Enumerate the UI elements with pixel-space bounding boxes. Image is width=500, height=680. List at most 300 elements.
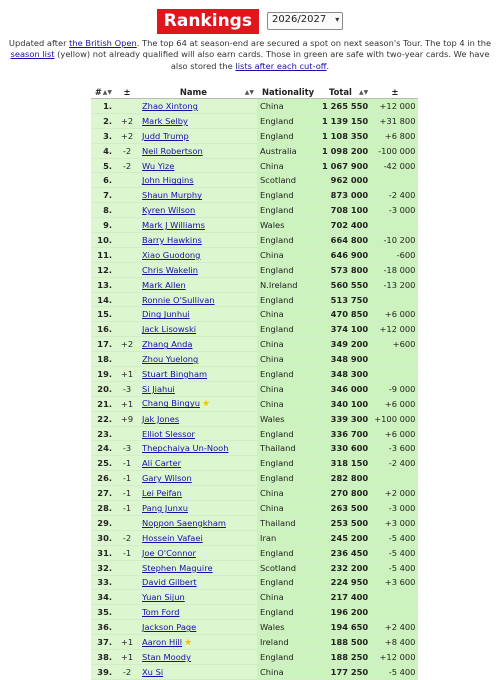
player-total: 188 250: [319, 649, 371, 664]
rank-position: 10.: [91, 233, 115, 248]
col-header-position[interactable]: # ▲▼: [91, 85, 115, 99]
col-header-nationality[interactable]: Nationality: [257, 85, 319, 99]
player-name-link[interactable]: David Gilbert: [142, 577, 197, 588]
table-row: [91, 128, 418, 143]
player-name-link[interactable]: Si Jiahui: [142, 383, 175, 394]
table-row: [91, 545, 418, 560]
rank-change: [115, 203, 139, 218]
player-total: 708 100: [319, 203, 371, 218]
chevron-down-icon: ▾: [335, 15, 340, 24]
player-name-link[interactable]: Neil Robertson: [142, 145, 203, 156]
player-name-link[interactable]: Aaron Hill: [142, 636, 183, 647]
player-total: 646 900: [319, 247, 371, 262]
player-total: 374 100: [319, 322, 371, 337]
player-name-link[interactable]: Wu Yize: [142, 160, 175, 171]
rank-change: +9: [115, 411, 139, 426]
player-nationality: China: [257, 396, 319, 411]
player-name-link[interactable]: Noppon Saengkham: [142, 517, 226, 528]
player-name-link[interactable]: Yuan Sijun: [142, 592, 185, 603]
rank-position: 39.: [91, 664, 115, 679]
table-row: [91, 203, 418, 218]
rank-position: 16.: [91, 322, 115, 337]
rank-position: 24.: [91, 441, 115, 456]
col-header-total[interactable]: Total ▲▼: [319, 85, 371, 99]
intro-part-1: Updated after: [8, 38, 70, 48]
player-name-cell: [139, 560, 257, 575]
rank-position: 23.: [91, 426, 115, 441]
player-name-cell: [139, 173, 257, 188]
rank-position: 9.: [91, 218, 115, 233]
player-name-link[interactable]: Zhao Xintong: [142, 100, 198, 111]
rank-position: 29.: [91, 515, 115, 530]
player-nationality: Ireland: [257, 635, 319, 650]
table-row: [91, 515, 418, 530]
points-diff: -3 000: [371, 203, 418, 218]
rank-change: [115, 173, 139, 188]
rank-position: 37.: [91, 635, 115, 650]
table-row: [91, 262, 418, 277]
rank-change: [115, 352, 139, 367]
table-row: [91, 486, 418, 501]
table-row: [91, 575, 418, 590]
player-total: 245 200: [319, 530, 371, 545]
player-name-cell: [139, 367, 257, 382]
table-row: [91, 560, 418, 575]
player-name-cell: [139, 501, 257, 516]
points-diff: -42 000: [371, 158, 418, 173]
table-row: [91, 337, 418, 352]
player-nationality: China: [257, 247, 319, 262]
player-name-cell: [139, 113, 257, 128]
season-select-value: 2026/2027: [271, 14, 327, 25]
player-name-link[interactable]: Stuart Bingham: [142, 368, 208, 379]
table-row: [91, 352, 418, 367]
player-name-link[interactable]: Lei Peifan: [142, 488, 182, 499]
rank-position: 26.: [91, 471, 115, 486]
player-name-link[interactable]: Chang Bingyu: [142, 398, 200, 409]
rank-position: 19.: [91, 367, 115, 382]
points-diff: +12 000: [371, 322, 418, 337]
player-name-cell: [139, 218, 257, 233]
player-nationality: Iran: [257, 530, 319, 545]
player-name-cell: [139, 352, 257, 367]
points-diff: +6 800: [371, 128, 418, 143]
player-nationality: N.Ireland: [257, 277, 319, 292]
rank-change: [115, 188, 139, 203]
player-total: 339 300: [319, 411, 371, 426]
player-name-link[interactable]: Ali Carter: [142, 458, 181, 469]
player-name-cell: [139, 233, 257, 248]
player-name-cell: [139, 664, 257, 679]
table-row: [91, 456, 418, 471]
rank-change: [115, 605, 139, 620]
points-diff: [371, 590, 418, 605]
table-row: [91, 247, 418, 262]
player-total: 873 000: [319, 188, 371, 203]
star-icon: ★: [184, 637, 193, 648]
player-name-cell: [139, 545, 257, 560]
player-name-cell: [139, 158, 257, 173]
player-total: 217 400: [319, 590, 371, 605]
rank-position: 27.: [91, 486, 115, 501]
player-name-cell: [139, 575, 257, 590]
player-name-cell: [139, 649, 257, 664]
intro-part-2: . The top 64 at season-end are secured a spot on next season's Tour. The top 4 in the: [136, 38, 492, 48]
player-nationality: Scotland: [257, 173, 319, 188]
points-diff: [371, 173, 418, 188]
rank-change: [115, 307, 139, 322]
player-name-link[interactable]: Jack Lisowski: [142, 324, 197, 335]
rank-change: -1: [115, 486, 139, 501]
rank-position: 3.: [91, 128, 115, 143]
points-diff: -13 200: [371, 277, 418, 292]
rank-change: +2: [115, 337, 139, 352]
table-row: [91, 635, 418, 650]
points-diff: -600: [371, 247, 418, 262]
season-select[interactable]: [267, 12, 343, 30]
points-diff: +2 000: [371, 486, 418, 501]
player-name-link[interactable]: Elliot Slessor: [142, 428, 195, 439]
rank-change: +2: [115, 128, 139, 143]
player-name-cell: [139, 471, 257, 486]
player-name-link[interactable]: Mark Allen: [142, 279, 186, 290]
col-header-diff[interactable]: ±: [371, 85, 418, 99]
player-name-link[interactable]: Judd Trump: [142, 130, 189, 141]
player-name-link[interactable]: Gary Wilson: [142, 473, 192, 484]
player-nationality: England: [257, 426, 319, 441]
player-nationality: England: [257, 203, 319, 218]
player-name-link[interactable]: Kyren Wilson: [142, 205, 196, 216]
points-diff: -5 400: [371, 545, 418, 560]
rank-change: -1: [115, 545, 139, 560]
player-nationality: Wales: [257, 411, 319, 426]
player-name-cell: [139, 396, 257, 411]
rank-position: 22.: [91, 411, 115, 426]
sort-icon: ▲▼: [102, 88, 112, 96]
player-name-cell: [139, 486, 257, 501]
player-nationality: China: [257, 352, 319, 367]
rank-position: 4.: [91, 143, 115, 158]
player-name-link[interactable]: Stan Moody: [142, 651, 191, 662]
points-diff: +8 400: [371, 635, 418, 650]
player-total: 232 200: [319, 560, 371, 575]
header: [0, 8, 500, 34]
rank-position: 32.: [91, 560, 115, 575]
player-total: 573 800: [319, 262, 371, 277]
british-open-link[interactable]: the British Open: [69, 38, 137, 48]
rank-change: -2: [115, 158, 139, 173]
player-name-link[interactable]: Jackson Page: [142, 622, 197, 633]
col-header-change[interactable]: ±: [115, 85, 139, 99]
points-diff: -18 000: [371, 262, 418, 277]
table-row: [91, 396, 418, 411]
player-name-cell: [139, 247, 257, 262]
rank-position: 5.: [91, 158, 115, 173]
rank-position: 21.: [91, 396, 115, 411]
player-name-link[interactable]: Joe O'Connor: [142, 547, 196, 558]
player-total: 253 500: [319, 515, 371, 530]
player-nationality: England: [257, 367, 319, 382]
player-name-cell: [139, 441, 257, 456]
rank-position: 30.: [91, 530, 115, 545]
rank-position: 14.: [91, 292, 115, 307]
table-row: [91, 307, 418, 322]
rank-position: 17.: [91, 337, 115, 352]
rank-position: 28.: [91, 501, 115, 516]
page-title: Rankings: [157, 9, 259, 34]
player-total: 1 139 150: [319, 113, 371, 128]
player-name-cell: [139, 530, 257, 545]
player-total: 1 265 550: [319, 99, 371, 114]
player-nationality: England: [257, 575, 319, 590]
player-nationality: England: [257, 605, 319, 620]
player-name-cell: [139, 292, 257, 307]
table-row: [91, 664, 418, 679]
player-name-link[interactable]: Jak Jones: [142, 413, 180, 424]
table-row: [91, 501, 418, 516]
player-total: 1 098 200: [319, 143, 371, 158]
player-nationality: England: [257, 322, 319, 337]
table-row: [91, 367, 418, 382]
points-diff: +6 000: [371, 426, 418, 441]
player-nationality: England: [257, 188, 319, 203]
rank-change: +1: [115, 649, 139, 664]
player-name-link[interactable]: Mark J Williams: [142, 220, 205, 231]
rank-position: 1.: [91, 99, 115, 114]
player-name-link[interactable]: Hossein Vafaei: [142, 532, 203, 543]
player-name-link[interactable]: Ding Junhui: [142, 309, 190, 320]
points-diff: -3 600: [371, 441, 418, 456]
player-nationality: China: [257, 337, 319, 352]
table-row: [91, 322, 418, 337]
player-total: 282 800: [319, 471, 371, 486]
rank-change: +2: [115, 113, 139, 128]
player-total: 513 750: [319, 292, 371, 307]
rank-position: 6.: [91, 173, 115, 188]
rank-change: -3: [115, 381, 139, 396]
player-total: 270 800: [319, 486, 371, 501]
table-row: [91, 605, 418, 620]
player-nationality: England: [257, 292, 319, 307]
table-row: [91, 426, 418, 441]
rank-change: [115, 262, 139, 277]
rank-change: -2: [115, 143, 139, 158]
player-nationality: Scotland: [257, 560, 319, 575]
player-nationality: Thailand: [257, 515, 319, 530]
player-nationality: England: [257, 128, 319, 143]
points-diff: -5 400: [371, 530, 418, 545]
player-nationality: Wales: [257, 620, 319, 635]
points-diff: -3 000: [371, 501, 418, 516]
player-total: 318 150: [319, 456, 371, 471]
player-name-cell: [139, 262, 257, 277]
table-row: [91, 143, 418, 158]
player-nationality: England: [257, 545, 319, 560]
points-diff: [371, 292, 418, 307]
rank-change: [115, 575, 139, 590]
rank-change: [115, 590, 139, 605]
rank-change: [115, 515, 139, 530]
player-nationality: China: [257, 486, 319, 501]
player-nationality: England: [257, 233, 319, 248]
player-nationality: England: [257, 456, 319, 471]
rank-position: 31.: [91, 545, 115, 560]
table-row: [91, 158, 418, 173]
table-header-row: [91, 85, 418, 99]
rank-change: [115, 560, 139, 575]
player-nationality: China: [257, 501, 319, 516]
player-name-cell: [139, 143, 257, 158]
player-name-link[interactable]: Xu Si: [142, 666, 164, 677]
player-name-cell: [139, 590, 257, 605]
rank-change: [115, 322, 139, 337]
player-nationality: England: [257, 262, 319, 277]
player-total: 346 000: [319, 381, 371, 396]
player-total: 336 700: [319, 426, 371, 441]
player-nationality: China: [257, 590, 319, 605]
player-nationality: England: [257, 649, 319, 664]
rank-position: 11.: [91, 247, 115, 262]
rank-change: +1: [115, 396, 139, 411]
rank-change: -1: [115, 456, 139, 471]
rank-position: 20.: [91, 381, 115, 396]
player-nationality: Thailand: [257, 441, 319, 456]
rank-position: 13.: [91, 277, 115, 292]
points-diff: [371, 605, 418, 620]
player-name-cell: [139, 635, 257, 650]
table-row: [91, 441, 418, 456]
rank-change: [115, 218, 139, 233]
player-nationality: China: [257, 307, 319, 322]
player-total: 196 200: [319, 605, 371, 620]
intro-text: [8, 38, 492, 72]
table-row: [91, 620, 418, 635]
season-list-link[interactable]: season list: [10, 49, 55, 60]
table-row: [91, 590, 418, 605]
table-row: [91, 471, 418, 486]
points-diff: +3 000: [371, 515, 418, 530]
player-name-cell: [139, 620, 257, 635]
rank-position: 15.: [91, 307, 115, 322]
player-nationality: China: [257, 158, 319, 173]
player-name-cell: [139, 188, 257, 203]
rank-position: 35.: [91, 605, 115, 620]
player-total: 224 950: [319, 575, 371, 590]
player-name-cell: [139, 381, 257, 396]
col-header-name[interactable]: Name ▲▼: [139, 85, 257, 99]
points-diff: -5 400: [371, 664, 418, 679]
rankings-table: [91, 85, 418, 680]
rank-change: [115, 233, 139, 248]
rank-position: 18.: [91, 352, 115, 367]
rank-change: -2: [115, 530, 139, 545]
rank-change: [115, 277, 139, 292]
cutoff-lists-link[interactable]: lists after each cut-off: [235, 60, 327, 71]
player-name-link[interactable]: Zhou Yuelong: [142, 354, 199, 365]
player-name-cell: [139, 277, 257, 292]
player-name-link[interactable]: Chris Wakelin: [142, 264, 198, 275]
player-name-cell: [139, 128, 257, 143]
points-diff: -5 400: [371, 560, 418, 575]
table-row: [91, 188, 418, 203]
points-diff: +6 000: [371, 396, 418, 411]
rank-position: 33.: [91, 575, 115, 590]
points-diff: +6 000: [371, 307, 418, 322]
intro-part-4: .: [326, 60, 330, 71]
table-row: [91, 233, 418, 248]
player-name-link[interactable]: Zhang Anda: [142, 339, 193, 350]
points-diff: +2 400: [371, 620, 418, 635]
player-name-link[interactable]: Xiao Guodong: [142, 249, 201, 260]
table-row: [91, 411, 418, 426]
points-diff: +12 000: [371, 649, 418, 664]
player-total: 263 500: [319, 501, 371, 516]
points-diff: +600: [371, 337, 418, 352]
points-diff: +100 000: [371, 411, 418, 426]
rank-change: -2: [115, 664, 139, 679]
player-nationality: England: [257, 471, 319, 486]
player-name-cell: [139, 605, 257, 620]
player-name-cell: [139, 515, 257, 530]
rank-change: [115, 426, 139, 441]
table-row: [91, 99, 418, 114]
player-total: 702 400: [319, 218, 371, 233]
player-total: 664 800: [319, 233, 371, 248]
rank-change: -1: [115, 501, 139, 516]
player-nationality: Wales: [257, 218, 319, 233]
rank-position: 36.: [91, 620, 115, 635]
player-name-link[interactable]: Barry Hawkins: [142, 234, 202, 245]
player-name-link[interactable]: Tom Ford: [142, 607, 180, 618]
points-diff: +3 600: [371, 575, 418, 590]
intro-part-3: (yellow) not already qualified will also earn cards. Those in green are safe with two-year cards. We have also stored the: [54, 49, 490, 71]
rank-change: -1: [115, 471, 139, 486]
points-diff: -100 000: [371, 143, 418, 158]
rank-change: +1: [115, 367, 139, 382]
rank-change: +1: [115, 635, 139, 650]
player-name-link[interactable]: Mark Selby: [142, 115, 188, 126]
star-icon: ★: [202, 399, 211, 410]
player-name-link[interactable]: Ronnie O'Sullivan: [142, 294, 215, 305]
player-name-link[interactable]: Thepchaiya Un-Nooh: [142, 443, 229, 454]
player-total: 962 000: [319, 173, 371, 188]
sort-icon: ▲▼: [244, 88, 254, 96]
player-name-link[interactable]: Pang Junxu: [142, 502, 189, 513]
rank-position: 34.: [91, 590, 115, 605]
player-nationality: China: [257, 99, 319, 114]
rank-position: 8.: [91, 203, 115, 218]
player-name-link[interactable]: Shaun Murphy: [142, 190, 203, 201]
player-name-cell: [139, 322, 257, 337]
table-row: [91, 381, 418, 396]
points-diff: -2 400: [371, 456, 418, 471]
player-name-cell: [139, 411, 257, 426]
table-row: [91, 530, 418, 545]
table-row: [91, 113, 418, 128]
rank-change: [115, 292, 139, 307]
player-nationality: China: [257, 381, 319, 396]
player-total: 348 300: [319, 367, 371, 382]
player-total: 560 550: [319, 277, 371, 292]
rank-position: 2.: [91, 113, 115, 128]
points-diff: [371, 352, 418, 367]
table-row: [91, 292, 418, 307]
table-row: [91, 218, 418, 233]
player-name-link[interactable]: Stephen Maguire: [142, 562, 213, 573]
points-diff: -2 400: [371, 188, 418, 203]
player-total: 340 100: [319, 396, 371, 411]
player-name-link[interactable]: John Higgins: [142, 175, 194, 186]
